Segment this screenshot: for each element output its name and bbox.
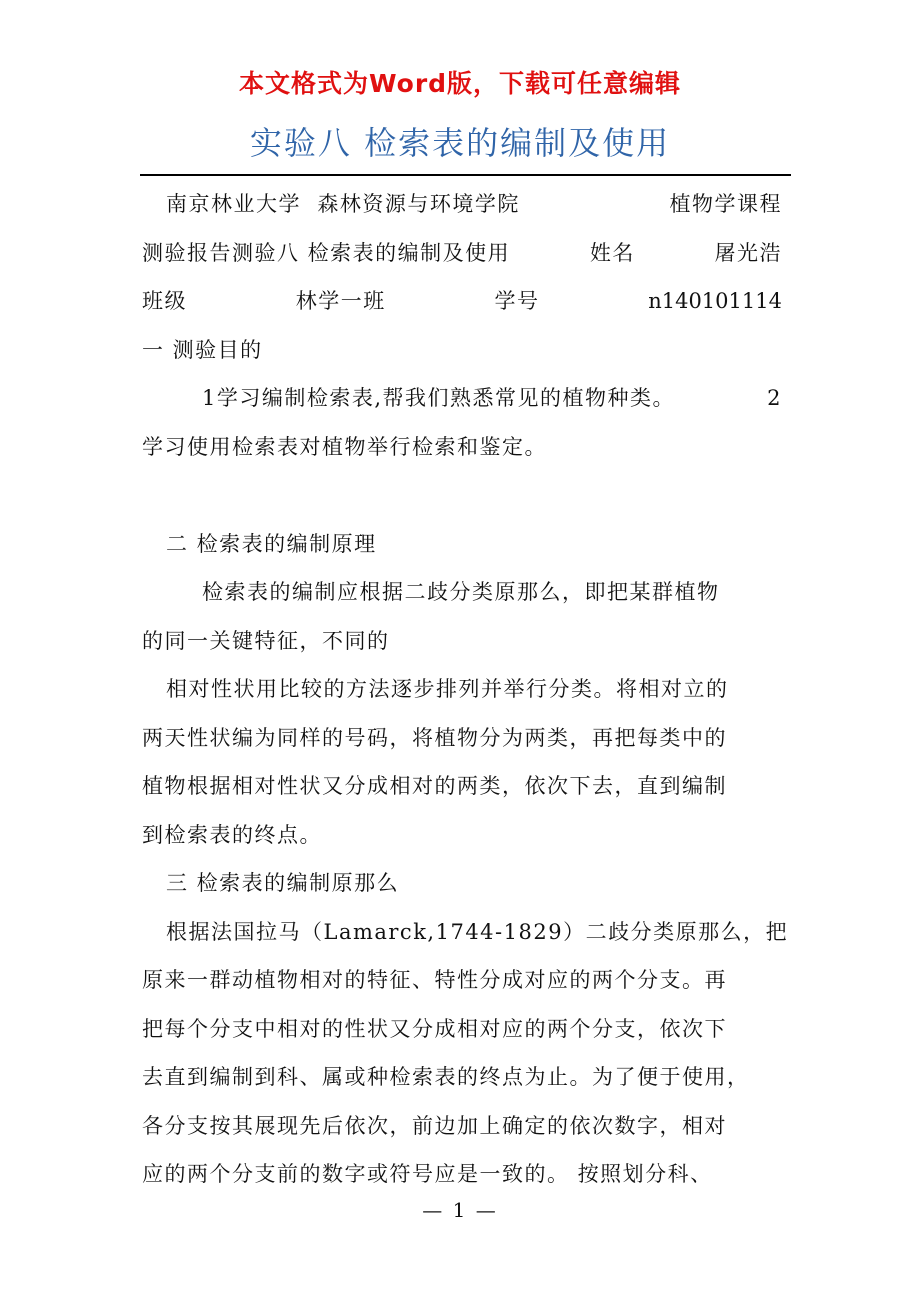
section-2-heading: 二 检索表的编制原理 [166,531,377,556]
course-text: 植物学课程 [669,192,782,216]
section-1-heading: 一 测验目的 [142,337,263,362]
section-2-line: 检索表的编制应根据二歧分类原那么，即把某群植物 [202,580,720,604]
info-line-1 [142,180,782,229]
section-3-line: 原来一群动植物相对的特征、特性分成对应的两个分支。再 [142,968,727,992]
class-label: 班级 [142,289,187,313]
college-text: 森林资源与环境学院 [317,192,520,216]
section-3-line: 应的两个分支前的数字或符号应是一致的。 按照划分科、 [142,1162,713,1186]
id-label: 学号 [494,289,540,313]
section-3-heading: 三 检索表的编制原那么 [166,871,400,895]
section-3-line: 各分支按其展现先后依次，前边加上确定的依次数字，相对 [142,1113,727,1138]
section-1-line-2: 学习使用检索表对植物举行检索和鉴定。 [142,434,547,459]
section-2-line: 相对性状用比较的方法逐步排列并举行分类。将相对立的 [166,677,729,701]
title-divider [140,174,791,176]
name-label: 姓名 [589,240,635,265]
section-2-line: 两天性状编为同样的号码，将植物分为两类，再把每类中的 [142,725,727,750]
section-2-line: 植物根据相对性状又分成相对的两类，依次下去，直到编制 [142,774,727,798]
name-value: 屠光浩 [714,240,782,265]
info-line-2 [142,229,782,278]
blank-line [142,471,782,520]
page-number: — 1 — [422,1198,498,1222]
info-line-3 [142,277,782,326]
report-text: 测验报告测验八 检索表的编制及使用 [142,240,511,265]
id-value: n140101114 [648,289,782,313]
class-value: 林学一班 [295,289,386,313]
section-2-line: 到检索表的终点。 [142,822,322,847]
section-1-line-1 [142,374,782,423]
section-2-line: 的同一关键特征，不同的 [142,628,390,653]
download-banner: 本文格式为Word版，下载可任意编辑 [238,69,682,98]
section-3-line: 去直到编制到科、属或种检索表的终点为止。为了便于使用， [142,1065,750,1089]
section-3-line: 根据法国拉马（Lamarck,1744-1829）二歧分类原那么，把 [166,919,789,944]
university-and-college [142,180,520,229]
document-body [142,180,789,1199]
document-title: 实验八 检索表的编制及使用 [249,124,671,162]
section-1-text-a: 1学习编制检索表,帮我们熟悉常见的植物种类。 [202,386,676,410]
section-1-text-b: 2 [767,386,782,410]
university-text: 南京林业大学 [166,192,301,216]
section-3-line: 把每个分支中相对的性状又分成相对应的两个分支，依次下 [142,1016,727,1041]
